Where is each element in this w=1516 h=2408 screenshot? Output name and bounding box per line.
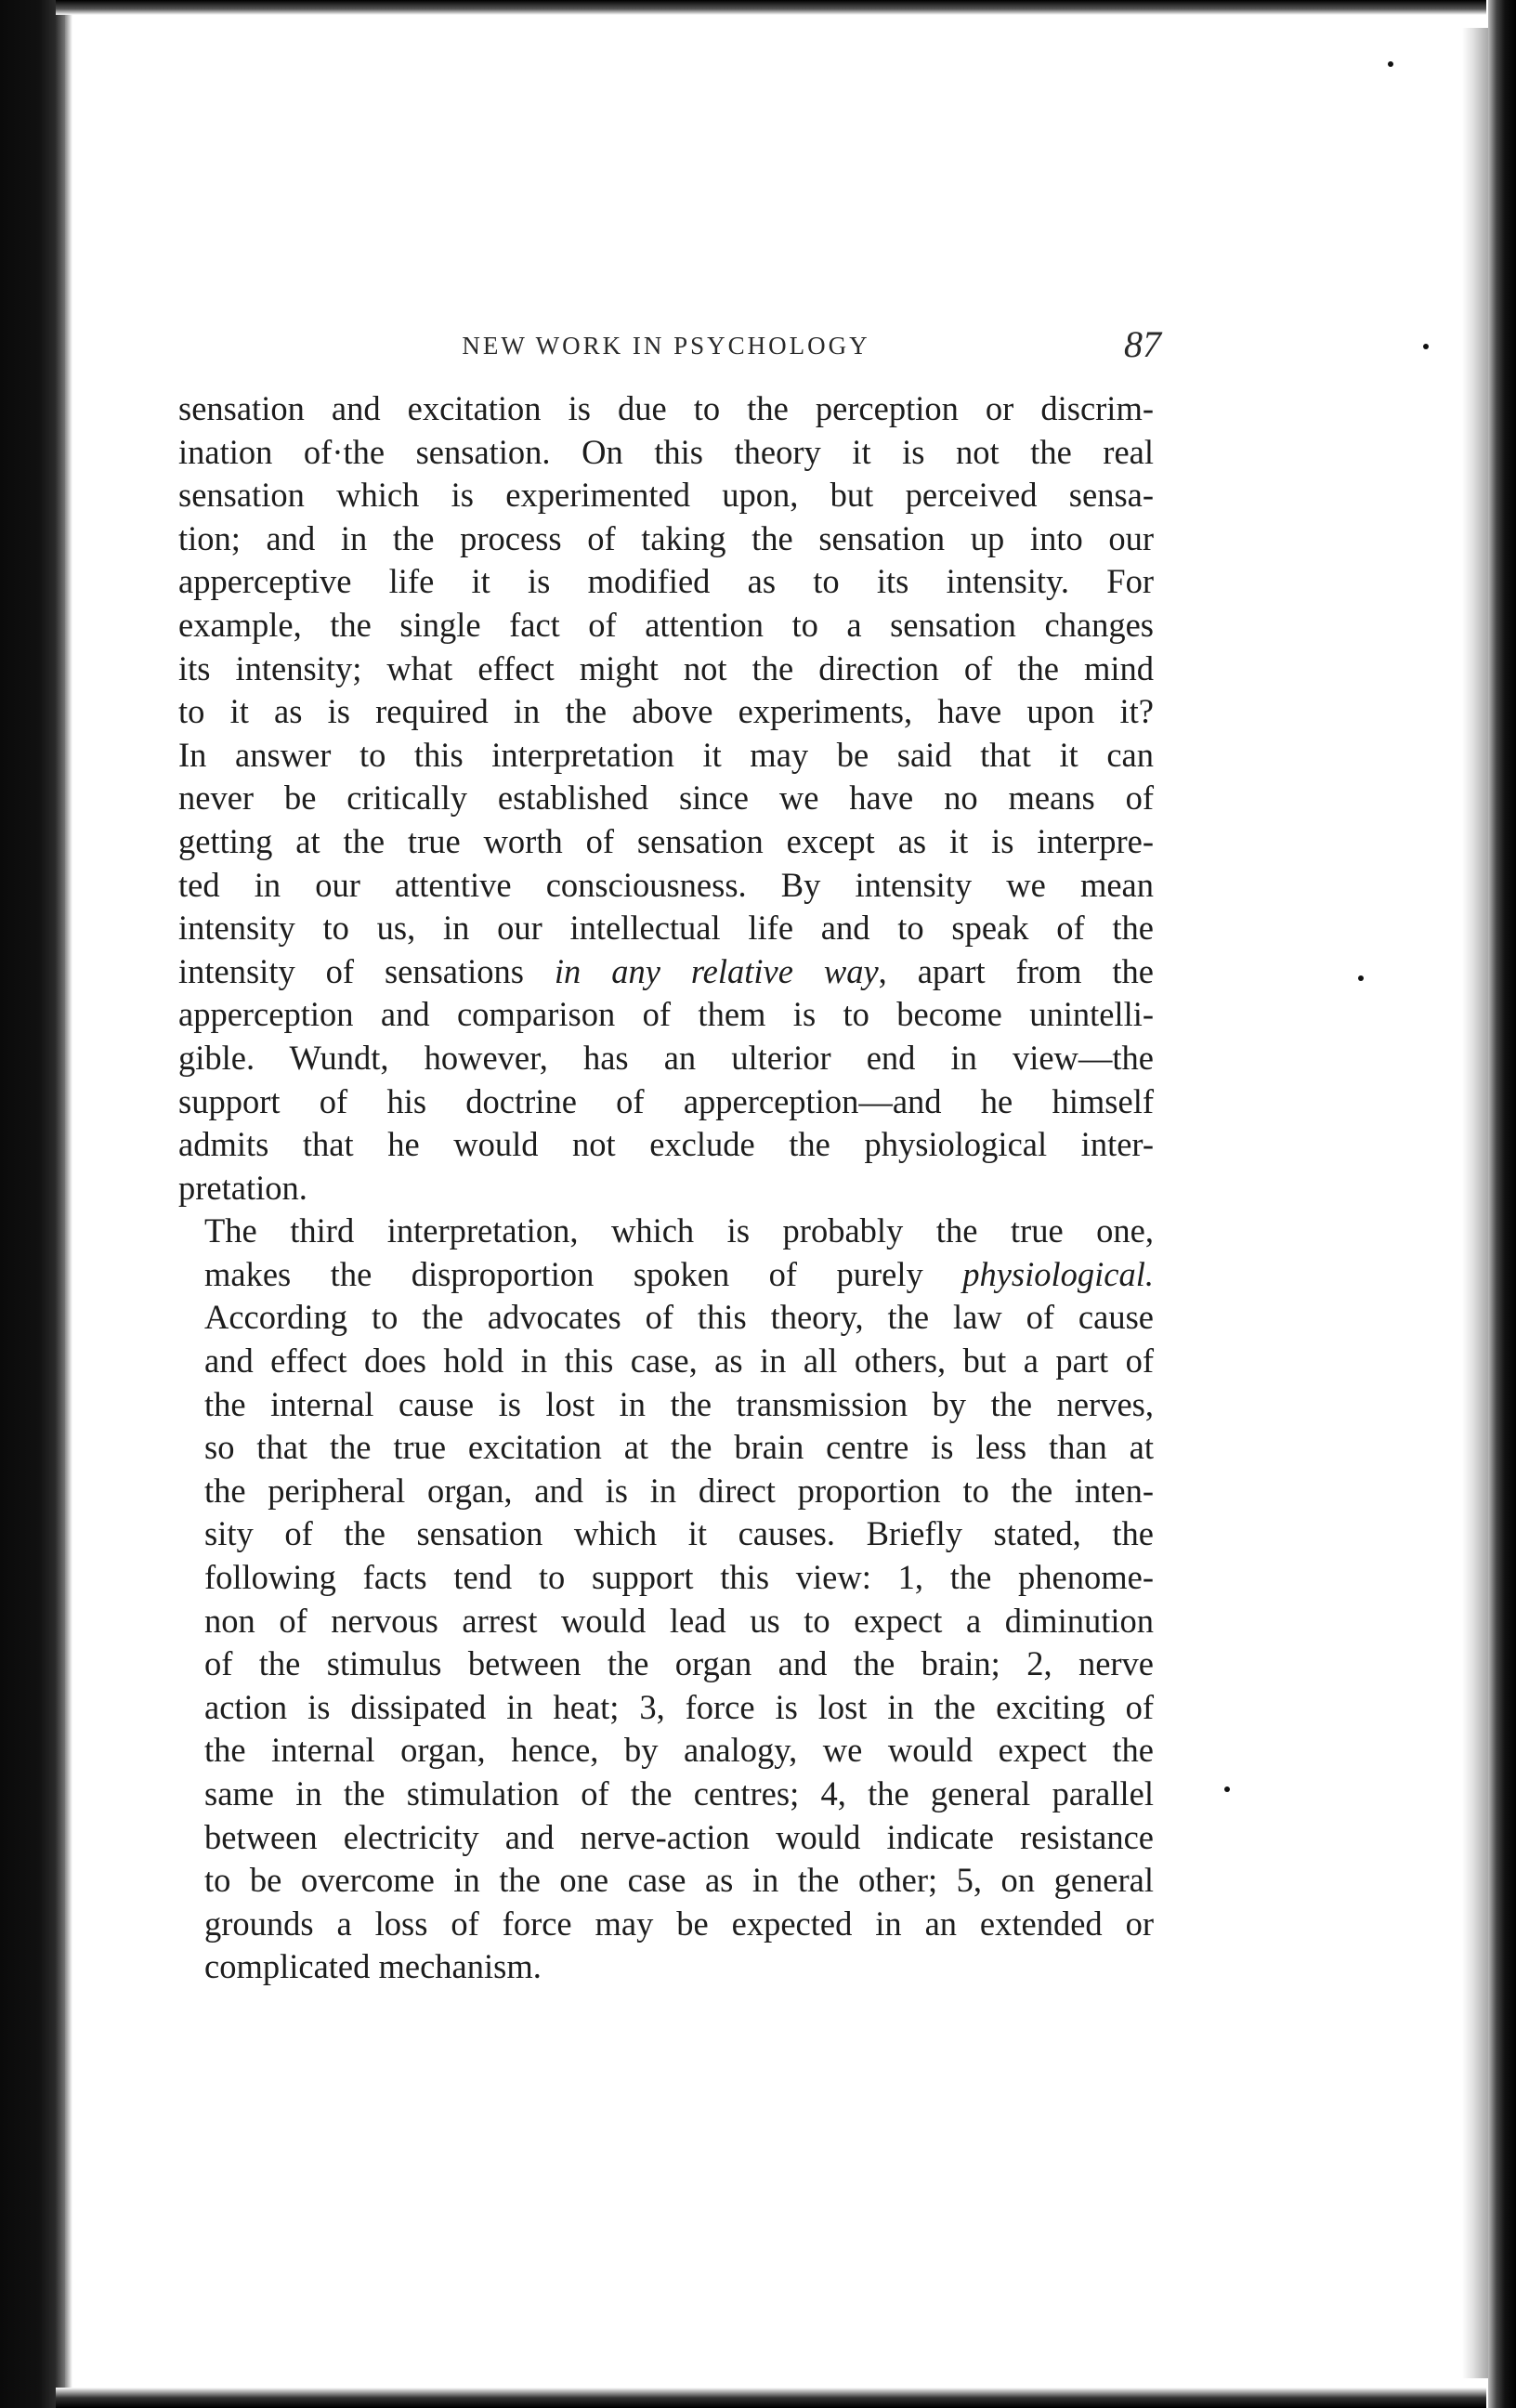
text-line: ination of·the sensation. On this theory it is not the real <box>178 432 1154 471</box>
text-line: According to the advocates of this theory, the law of cause <box>204 1298 1154 1337</box>
text-line: intensity to us, in our intellectual life and to speak of the <box>178 909 1154 948</box>
text-line: the internal cause is lost in the transmission by the nerves, <box>204 1384 1154 1423</box>
text-line: ted in our attentive consciousness. By intensity we mean <box>178 865 1154 904</box>
page-bottom-edge <box>56 2388 1486 2408</box>
text-line: so that the true excitation at the brain centre is less than at <box>204 1428 1154 1467</box>
text-segment: , apart from the <box>878 951 1154 990</box>
scan-speck <box>1358 975 1364 981</box>
text-line: and effect does hold in this case, as in all others, but a part of <box>204 1341 1154 1381</box>
scan-speck <box>1423 344 1429 349</box>
text-line: sensation and excitation is due to the perception or discrim- <box>178 389 1154 427</box>
text-line <box>178 950 1154 994</box>
text-line: support of his doctrine of apperception—and he himself <box>178 1081 1154 1120</box>
page-top-edge <box>56 0 1486 15</box>
paragraph <box>178 387 1154 1210</box>
scan-speck <box>1224 1786 1230 1792</box>
running-title: NEW WORK IN PSYCHOLOGY <box>462 332 870 360</box>
text-line: action is dissipated in heat; 3, force is lost in the exciting of <box>204 1687 1154 1726</box>
text-segment: makes the disproportion spoken of purely <box>204 1254 963 1293</box>
text-line: the peripheral organ, and is in direct proportion to the inten- <box>204 1471 1154 1510</box>
text-line: following facts tend to support this view: 1, the phenome- <box>204 1558 1154 1597</box>
running-head <box>178 321 1161 367</box>
text-line: In answer to this interpretation it may be said that it can <box>178 735 1154 774</box>
text-line: getting at the true worth of sensation except as it is interpre- <box>178 821 1154 860</box>
text-line: example, the single fact of attention to a sensation changes <box>178 605 1154 644</box>
book-edge-right <box>1488 0 1516 2408</box>
text-line: its intensity; what effect might not the direction of the mind <box>178 648 1154 687</box>
text-line: the internal organ, hence, by analogy, we would expect the <box>204 1731 1154 1770</box>
text-line: non of nervous arrest would lead us to expect a diminution <box>204 1601 1154 1640</box>
text-line: of the stimulus between the organ and the brain; 2, nerve <box>204 1644 1154 1683</box>
text-line: never be critically established since we have no means of <box>178 779 1154 818</box>
page-content <box>178 321 1161 1989</box>
italic-phrase: physiological. <box>962 1254 1154 1293</box>
body-text <box>178 387 1154 1989</box>
text-line: apperception and comparison of them is to become unintelli- <box>178 995 1154 1034</box>
text-line: The third interpretation, which is probably the true one, <box>204 1211 1154 1250</box>
text-segment: intensity of sensations <box>178 951 555 990</box>
italic-phrase: in any relative way <box>554 951 879 990</box>
page-edge-stack <box>1462 28 1488 2378</box>
paragraph <box>178 1210 1154 1989</box>
page-number: 87 <box>1124 323 1161 365</box>
text-line: to be overcome in the one case as in the other; 5, on general <box>204 1861 1154 1900</box>
scan-speck <box>1388 61 1393 67</box>
text-line: between electricity and nerve-action would indicate resistance <box>204 1817 1154 1856</box>
binding-shadow <box>65 0 72 2408</box>
text-line: admits that he would not exclude the physiological inter- <box>178 1125 1154 1164</box>
text-line: tion; and in the process of taking the sensation up into our <box>178 518 1154 557</box>
text-line: complicated mechanism. <box>204 1947 542 1986</box>
text-line: grounds a loss of force may be expected in an extended or <box>204 1904 1154 1943</box>
text-line: apperceptive life it is modified as to its intensity. For <box>178 562 1154 601</box>
text-line: sensation which is experimented upon, but perceived sensa- <box>178 476 1154 515</box>
text-line: same in the stimulation of the centres; 4, the general parallel <box>204 1774 1154 1813</box>
text-line: gible. Wundt, however, has an ulterior end in view—the <box>178 1038 1154 1077</box>
book-binding-left <box>0 0 65 2408</box>
text-line: pretation. <box>178 1168 307 1207</box>
text-line: to it as is required in the above experiments, have upon it? <box>178 692 1154 731</box>
text-line: sity of the sensation which it causes. Briefly stated, the <box>204 1514 1154 1553</box>
text-line <box>178 1253 1154 1297</box>
